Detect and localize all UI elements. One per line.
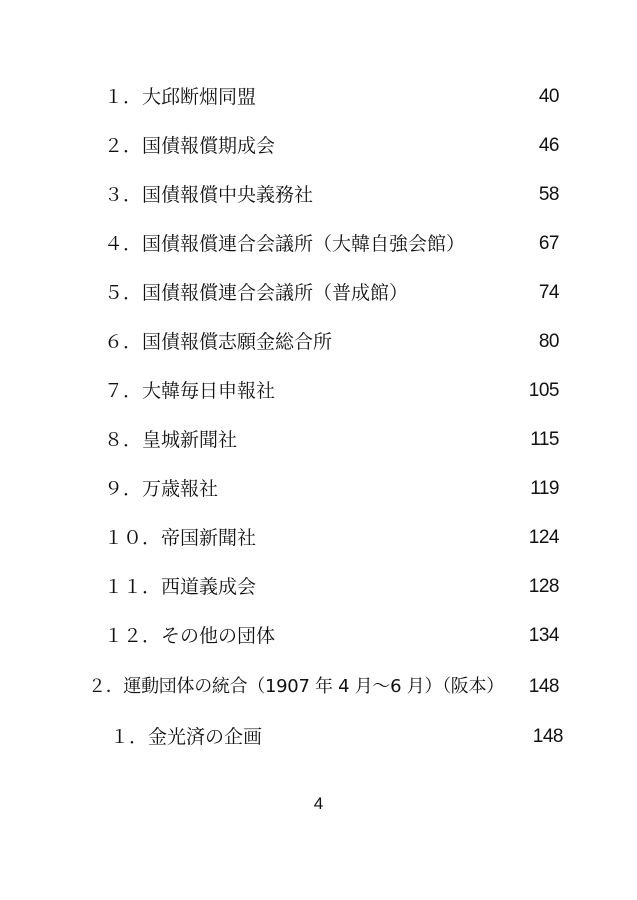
toc-entry-page: 148 [532,726,563,747]
toc-entry-title: １２．その他の団体 [104,625,276,647]
toc-entry-6 [0,327,637,357]
toc-entry-title: ７．大韓毎日申報社 [104,380,276,402]
toc-entry-9 [0,474,637,504]
toc-entry-3 [0,180,637,210]
toc-section-2 [0,672,637,702]
toc-entry-title: １．金光済の企画 [110,726,263,748]
toc-entry-page: 115 [530,429,559,450]
toc-entry-title: ２．国債報償期成会 [104,135,276,157]
toc-entry-11 [0,572,637,602]
toc-entry-page: 128 [528,576,559,597]
toc-entry-page: 40 [538,86,559,107]
toc-entry-title: １．大邱断烟同盟 [104,86,257,108]
toc-entry-page: 46 [538,135,559,156]
toc-entry-1 [0,82,637,112]
toc-entry-7 [0,376,637,406]
toc-entry-12 [0,621,637,651]
toc-entry-title: ４．国債報償連合会議所（大韓自強会館） [104,233,466,255]
toc-entry-5 [0,278,637,308]
toc-entry-title: ３．国債報償中央義務社 [104,184,314,206]
toc-entry-page: 134 [528,625,559,646]
toc-entry-title: ９．万歳報社 [104,478,219,500]
toc-entry-page: 80 [538,331,559,352]
toc-entry-title: ５．国債報償連合会議所（普成館） [104,282,409,304]
toc-entry-2 [0,131,637,161]
toc-entry-title: １０．帝国新聞社 [104,527,257,549]
toc-section-page: 148 [528,676,559,697]
toc-entry-page: 119 [530,478,559,499]
toc-entry-page: 124 [528,527,559,548]
toc-entry-8 [0,425,637,455]
toc-section-title: ２．運動団体の統合（1907 年 4 月～6 月）（阪本） [88,676,504,697]
toc-entry-title: ６．国債報償志願金総合所 [104,331,333,353]
page-number: 4 [313,794,324,813]
toc-entry-page: 58 [538,184,559,205]
toc-entry-4 [0,229,637,259]
toc-entry-page: 67 [538,233,559,254]
toc-entry-10 [0,523,637,553]
toc-entry-title: １１．西道義成会 [104,576,257,598]
toc-entry-page: 74 [538,282,559,303]
toc-entry-title: ８．皇城新聞社 [104,429,238,451]
toc-entry-page: 105 [528,380,559,401]
toc-entry-13 [0,722,637,752]
